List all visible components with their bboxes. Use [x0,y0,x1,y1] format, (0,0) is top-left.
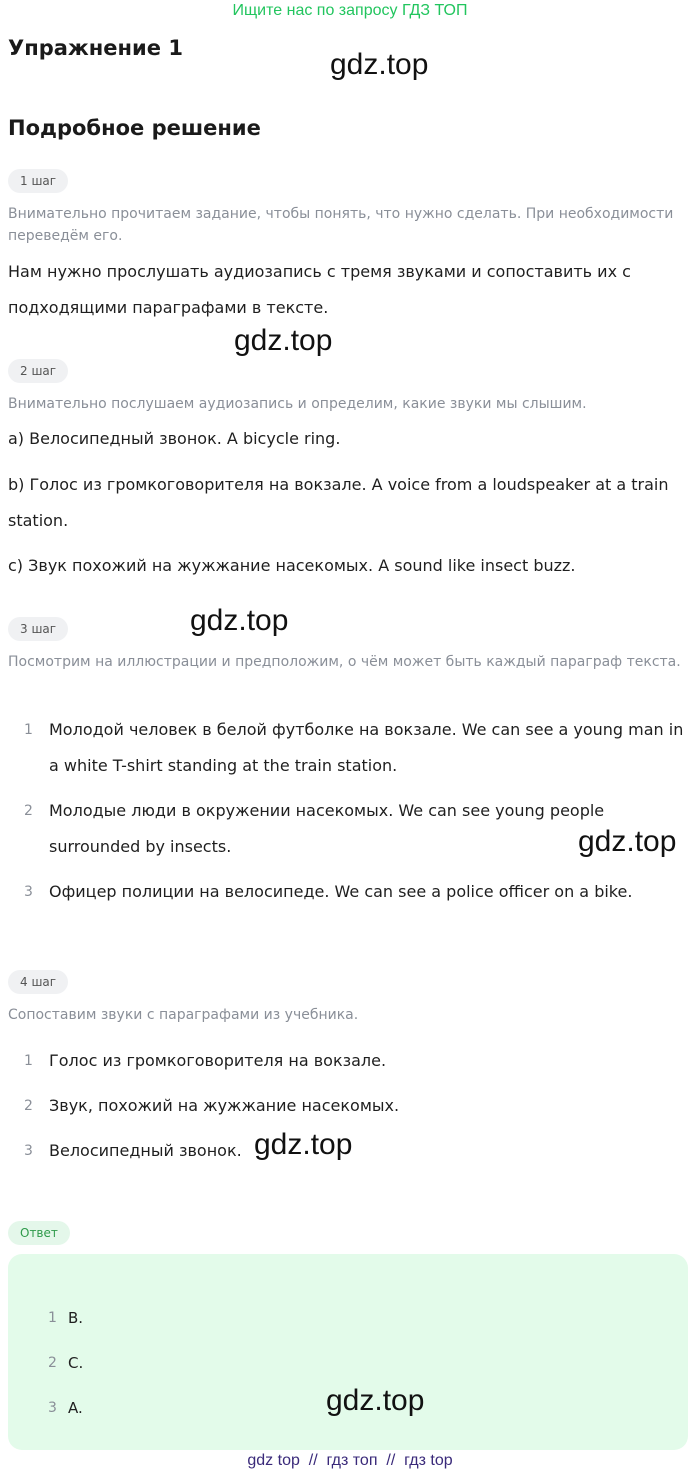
step-3-hint: Посмотрим на иллюстрации и предположим, о чём может быть каждый параграф текста. [8,654,681,670]
solution-title: Подробное решение [8,116,261,140]
list-item-text: Молодые люди в окружении насекомых. We can see young people surrounded by insects. [49,801,605,856]
step-2-line-c: c) Звук похожий на жужжание насекомых. A sound like insect buzz. [8,556,576,575]
step-3-chip: 3 шаг [8,617,68,641]
step-1-text: Нам нужно прослушать аудиозапись с тремя звуками и сопоставить их с подходящими параграфами в тексте. [8,262,631,317]
list-item-text: B. [68,1309,84,1327]
list-item-text: Звук, похожий на жужжание насекомых. [49,1096,400,1115]
list-item [8,712,692,784]
list-number: 3 [48,1400,57,1416]
step-2-chip: 2 шаг [8,359,68,383]
list-item-text: Офицер полиции на велосипеде. We can see a police officer on a bike. [49,882,633,901]
watermark: gdz.top [190,604,289,637]
list-item-text: Молодой человек в белой футболке на вокзале. We can see a young man in a white T-shirt standing at the train station. [49,720,684,775]
list-number: 1 [48,1310,57,1326]
footer-links[interactable]: gdz top // гдз топ // гдз top [247,1452,453,1469]
list-item [8,1296,692,1341]
list-item-text: C. [68,1354,84,1372]
watermark: gdz.top [330,48,429,81]
list-number: 1 [24,1053,33,1069]
step-1-hint: Внимательно прочитаем задание, чтобы понять, что нужно сделать. При необходимости переведём его. [8,206,674,244]
step-1-chip: 1 шаг [8,169,68,193]
list-number: 2 [24,1098,33,1114]
watermark: gdz.top [254,1128,353,1161]
watermark: gdz.top [326,1384,425,1417]
list-item-text: Голос из громкоговорителя на вокзале. [49,1051,387,1070]
watermark: gdz.top [578,825,677,858]
answer-chip: Ответ [8,1221,70,1245]
step-2-hint: Внимательно послушаем аудиозапись и определим, какие звуки мы слышим. [8,396,587,412]
watermark: gdz.top [234,324,333,357]
list-item [8,1088,692,1124]
exercise-title: Упражнение 1 [8,36,183,60]
list-number: 1 [24,722,33,738]
list-item-text: A. [68,1399,83,1417]
step-2-line-b: b) Голос из громкоговорителя на вокзале. A voice from a loudspeaker at a train station. [8,475,669,530]
list-number: 3 [24,1143,33,1159]
search-hint-banner: Ищите нас по запросу ГДЗ ТОП [232,2,468,19]
list-item-text: Велосипедный звонок. [49,1141,242,1160]
step-3-list [8,712,692,910]
list-number: 2 [48,1355,57,1371]
step-4-chip: 4 шаг [8,970,68,994]
list-number: 3 [24,884,33,900]
list-item [8,1043,692,1079]
list-item [8,1341,692,1386]
step-2-line-a: a) Велосипедный звонок. A bicycle ring. [8,429,341,448]
list-item [8,874,692,910]
list-number: 2 [24,803,33,819]
step-4-hint: Сопоставим звуки с параграфами из учебника. [8,1007,359,1023]
